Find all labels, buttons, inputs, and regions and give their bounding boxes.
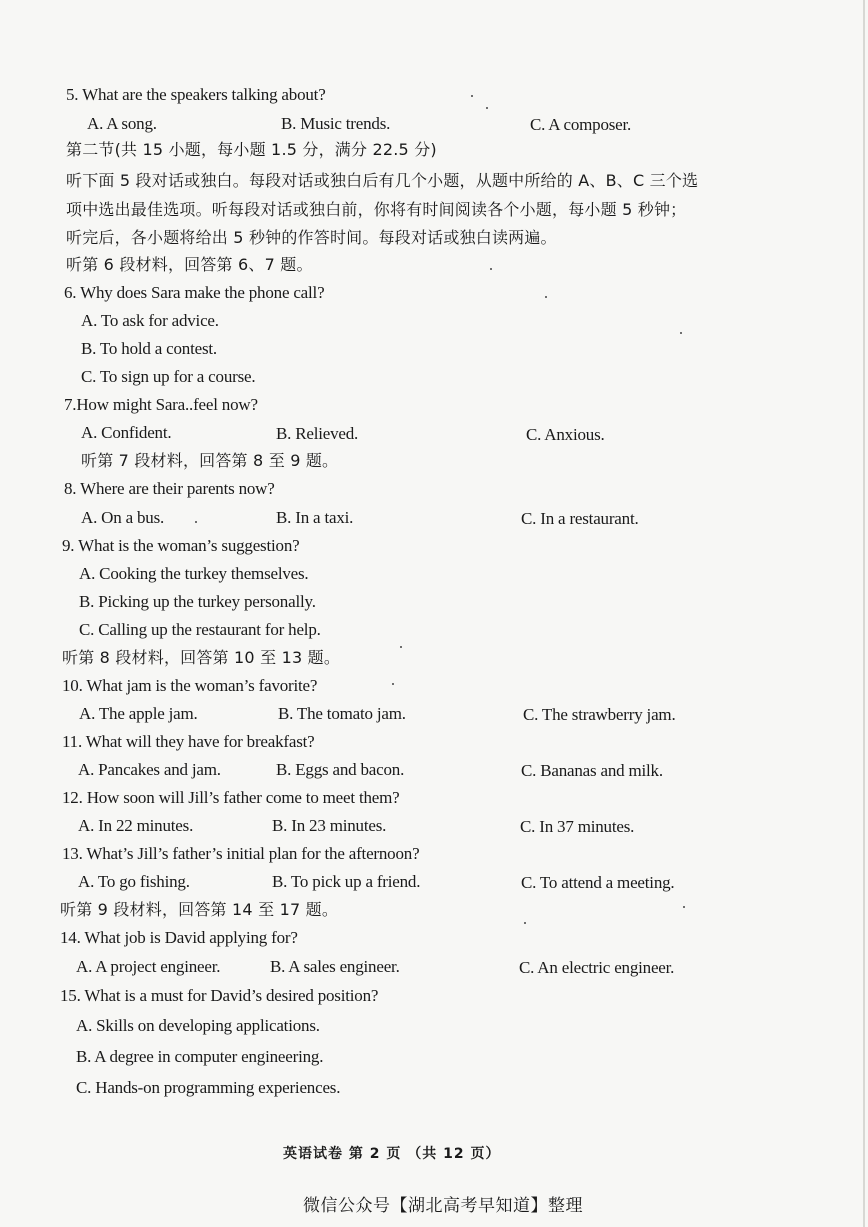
scan-speck (486, 107, 488, 109)
question-7-option-a: A. Confident. (81, 423, 172, 442)
question-12-stem: 12. How soon will Jill’s father come to meet them? (62, 788, 400, 807)
question-11-option-b: B. Eggs and bacon. (276, 760, 405, 779)
question-9-option-b: B. Picking up the turkey personally. (79, 592, 316, 611)
scan-speck (400, 646, 402, 648)
question-11-option-a: A. Pancakes and jam. (78, 760, 221, 779)
question-12-option-b: B. In 23 minutes. (272, 816, 387, 835)
question-10-option-a: A. The apple jam. (79, 704, 198, 723)
question-10-option-c: C. The strawberry jam. (523, 705, 676, 724)
question-5-option-b: B. Music trends. (281, 114, 391, 133)
question-13-option-b: B. To pick up a friend. (272, 872, 421, 891)
question-14-option-c: C. An electric engineer. (519, 958, 675, 977)
material-6-heading: 听第 6 段材料，回答第 6、7 题。 (66, 255, 313, 274)
question-7-option-c: C. Anxious. (526, 425, 605, 444)
question-15-option-a: A. Skills on developing applications. (76, 1016, 320, 1035)
question-6-option-a: A. To ask for advice. (81, 311, 219, 330)
question-10-stem: 10. What jam is the woman’s favorite? (62, 676, 318, 695)
question-8-option-c: C. In a restaurant. (521, 509, 639, 528)
question-14-stem: 14. What job is David applying for? (60, 928, 298, 947)
question-7-option-b: B. Relieved. (276, 424, 359, 443)
question-5-option-a: A. A song. (87, 114, 157, 133)
question-10-option-b: B. The tomato jam. (278, 704, 406, 723)
scan-edge (863, 0, 865, 1227)
page-footer: 英语试卷 第 2 页 （共 12 页） (283, 1146, 501, 1162)
scan-speck (524, 922, 526, 924)
material-7-heading: 听第 7 段材料，回答第 8 至 9 题。 (81, 451, 339, 470)
scan-speck (680, 332, 682, 334)
watermark-caption: 微信公众号【湖北高考早知道】整理 (303, 1196, 583, 1216)
question-5-stem: 5. What are the speakers talking about? (66, 85, 326, 104)
scan-speck (392, 683, 394, 685)
question-13-option-a: A. To go fishing. (78, 872, 190, 891)
question-13-option-c: C. To attend a meeting. (521, 873, 675, 892)
question-7-stem: 7.How might Sara..feel now? (64, 395, 258, 414)
question-11-stem: 11. What will they have for breakfast? (62, 732, 315, 751)
question-9-option-c: C. Calling up the restaurant for help. (79, 620, 321, 639)
question-15-stem: 15. What is a must for David’s desired position? (60, 986, 379, 1005)
scan-speck (195, 521, 197, 523)
question-6-option-b: B. To hold a contest. (81, 339, 217, 358)
question-12-option-c: C. In 37 minutes. (520, 817, 635, 836)
scan-speck (490, 268, 492, 270)
material-9-heading: 听第 9 段材料，回答第 14 至 17 题。 (60, 900, 339, 919)
question-14-option-a: A. A project engineer. (76, 957, 221, 976)
question-12-option-a: A. In 22 minutes. (78, 816, 194, 835)
section-2-header: 第二节(共 15 小题，每小题 1.5 分，满分 22.5 分) (66, 140, 437, 159)
scan-speck (683, 906, 685, 908)
question-9-option-a: A. Cooking the turkey themselves. (79, 564, 309, 583)
question-13-stem: 13. What’s Jill’s father’s initial plan for the afternoon? (62, 844, 420, 863)
question-11-option-c: C. Bananas and milk. (521, 761, 663, 780)
section-2-instruction-line-3: 听完后，各小题将给出 5 秒钟的作答时间。每段对话或独白读两遍。 (66, 228, 557, 247)
section-2-instruction-line-1: 听下面 5 段对话或独白。每段对话或独白后有几个小题，从题中所给的 A、B、C 三个选 (66, 171, 699, 190)
question-6-stem: 6. Why does Sara make the phone call? (64, 283, 325, 302)
scan-speck (545, 296, 547, 298)
question-8-option-b: B. In a taxi. (276, 508, 354, 527)
question-14-option-b: B. A sales engineer. (270, 957, 400, 976)
material-8-heading: 听第 8 段材料，回答第 10 至 13 题。 (62, 648, 341, 667)
question-8-option-a: A. On a bus. (81, 508, 165, 527)
question-9-stem: 9. What is the woman’s suggestion? (62, 536, 300, 555)
scan-speck (471, 95, 473, 97)
question-15-option-b: B. A degree in computer engineering. (76, 1047, 324, 1066)
question-5-option-c: C. A composer. (530, 115, 632, 134)
question-15-option-c: C. Hands-on programming experiences. (76, 1078, 341, 1097)
question-6-option-c: C. To sign up for a course. (81, 367, 256, 386)
question-8-stem: 8. Where are their parents now? (64, 479, 275, 498)
section-2-instruction-line-2: 项中选出最佳选项。听每段对话或独白前，你将有时间阅读各个小题，每小题 5 秒钟； (66, 200, 687, 219)
